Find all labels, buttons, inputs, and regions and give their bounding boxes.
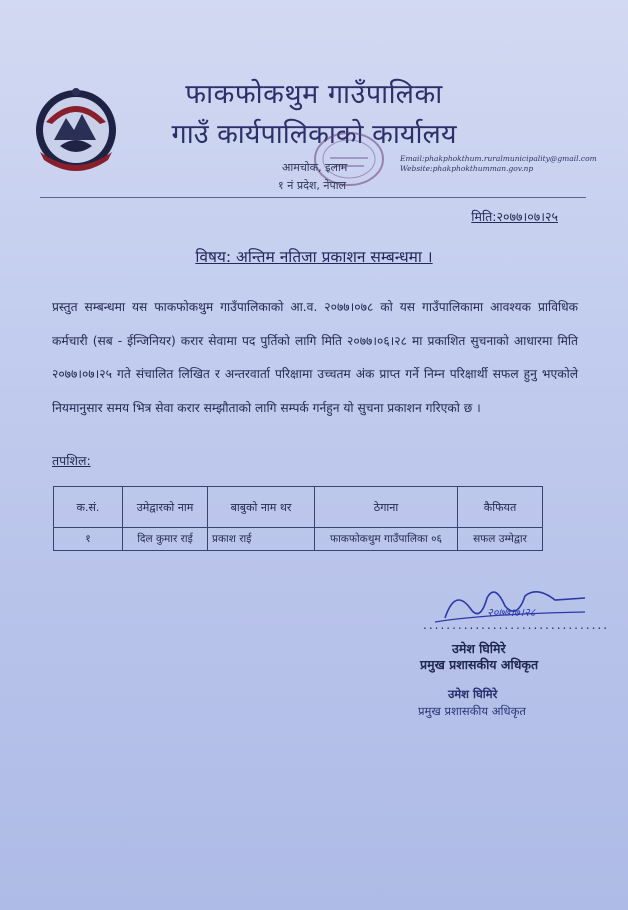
details-label: तपशिल: [52, 453, 91, 468]
handwritten-date: २०७७।७।२८ [487, 606, 536, 619]
letter-subject: विषय: अन्तिम नतिजा प्रकाशन सम्बन्धमा । [195, 248, 433, 266]
cell-serial: १ [54, 528, 123, 551]
col-father-name: बाबुको नाम थर [208, 487, 315, 528]
address-line-2: १ नं प्रदेश, नेपाल [278, 179, 347, 192]
col-serial: क.सं. [54, 487, 123, 528]
contact-info [400, 154, 597, 174]
office-name: गाउँ कार्यपालिकाको कार्यालय [171, 119, 457, 150]
stamp-name: उमेश घिमिरे [448, 687, 498, 701]
email-text: Email:phakphokthum.ruralmunicipality@gmail.com [400, 154, 597, 163]
stamp-title: प्रमुख प्रशासकीय अधिकृत [418, 704, 526, 718]
signature-line: ................................ [423, 618, 610, 632]
signatory-title: प्रमुख प्रशासकीय अधिकृत [420, 657, 539, 672]
signatory-name: उमेश घिमिरे [452, 641, 506, 656]
municipality-name: फाकफोकथुम गाउँपालिका [185, 79, 443, 110]
header-divider [40, 197, 586, 198]
results-table [53, 486, 543, 551]
cell-address: फाकफोकथुम गाउँपालिका ०६ [315, 528, 458, 551]
table-row [54, 528, 543, 551]
address-line-1: आमचोक, इलाम [282, 161, 348, 174]
letter-date: मिति:२०७७।०७।२५ [471, 209, 558, 224]
col-remarks: कैफियत [458, 487, 543, 528]
website-text: Website:phakphokthumman.gov.np [400, 164, 534, 173]
col-address: ठेगाना [315, 487, 458, 528]
cell-candidate-name: दिल कुमार राई [123, 528, 208, 551]
col-candidate-name: उमेद्वारको नाम [123, 487, 208, 528]
cell-remarks: सफल उम्मेद्वार [458, 528, 543, 551]
cell-father-name: प्रकाश राई [208, 528, 315, 551]
letter-body: प्रस्तुत सम्बन्धमा यस फाकफोकथुम गाउँपालिकाको आ.व. २०७७।०७८ को यस गाउँपालिकामा आवश्यक प्राविधिक कर्मचारी (सब - ईन्जिनियर) करार सेवामा पद पुर्तिको लागि मिति २०७७।०६।२८ मा प्रकाशित सुचनाको आधारमा मिति २०७७।०७।२५ गते संचालित लिखित र अन्तरवार्ता परिक्षामा उच्चतम अंक प्राप्त गर्ने निम्न परिक्षार्थी सफल हुनु भएकोले नियमानुसार समय भित्र सेवा करार सम्झौताको लागि सम्पर्क गर्नहुन यो सुचना प्रकाशन गरिएको छ । [52, 300, 578, 416]
table-header-row [54, 487, 543, 528]
